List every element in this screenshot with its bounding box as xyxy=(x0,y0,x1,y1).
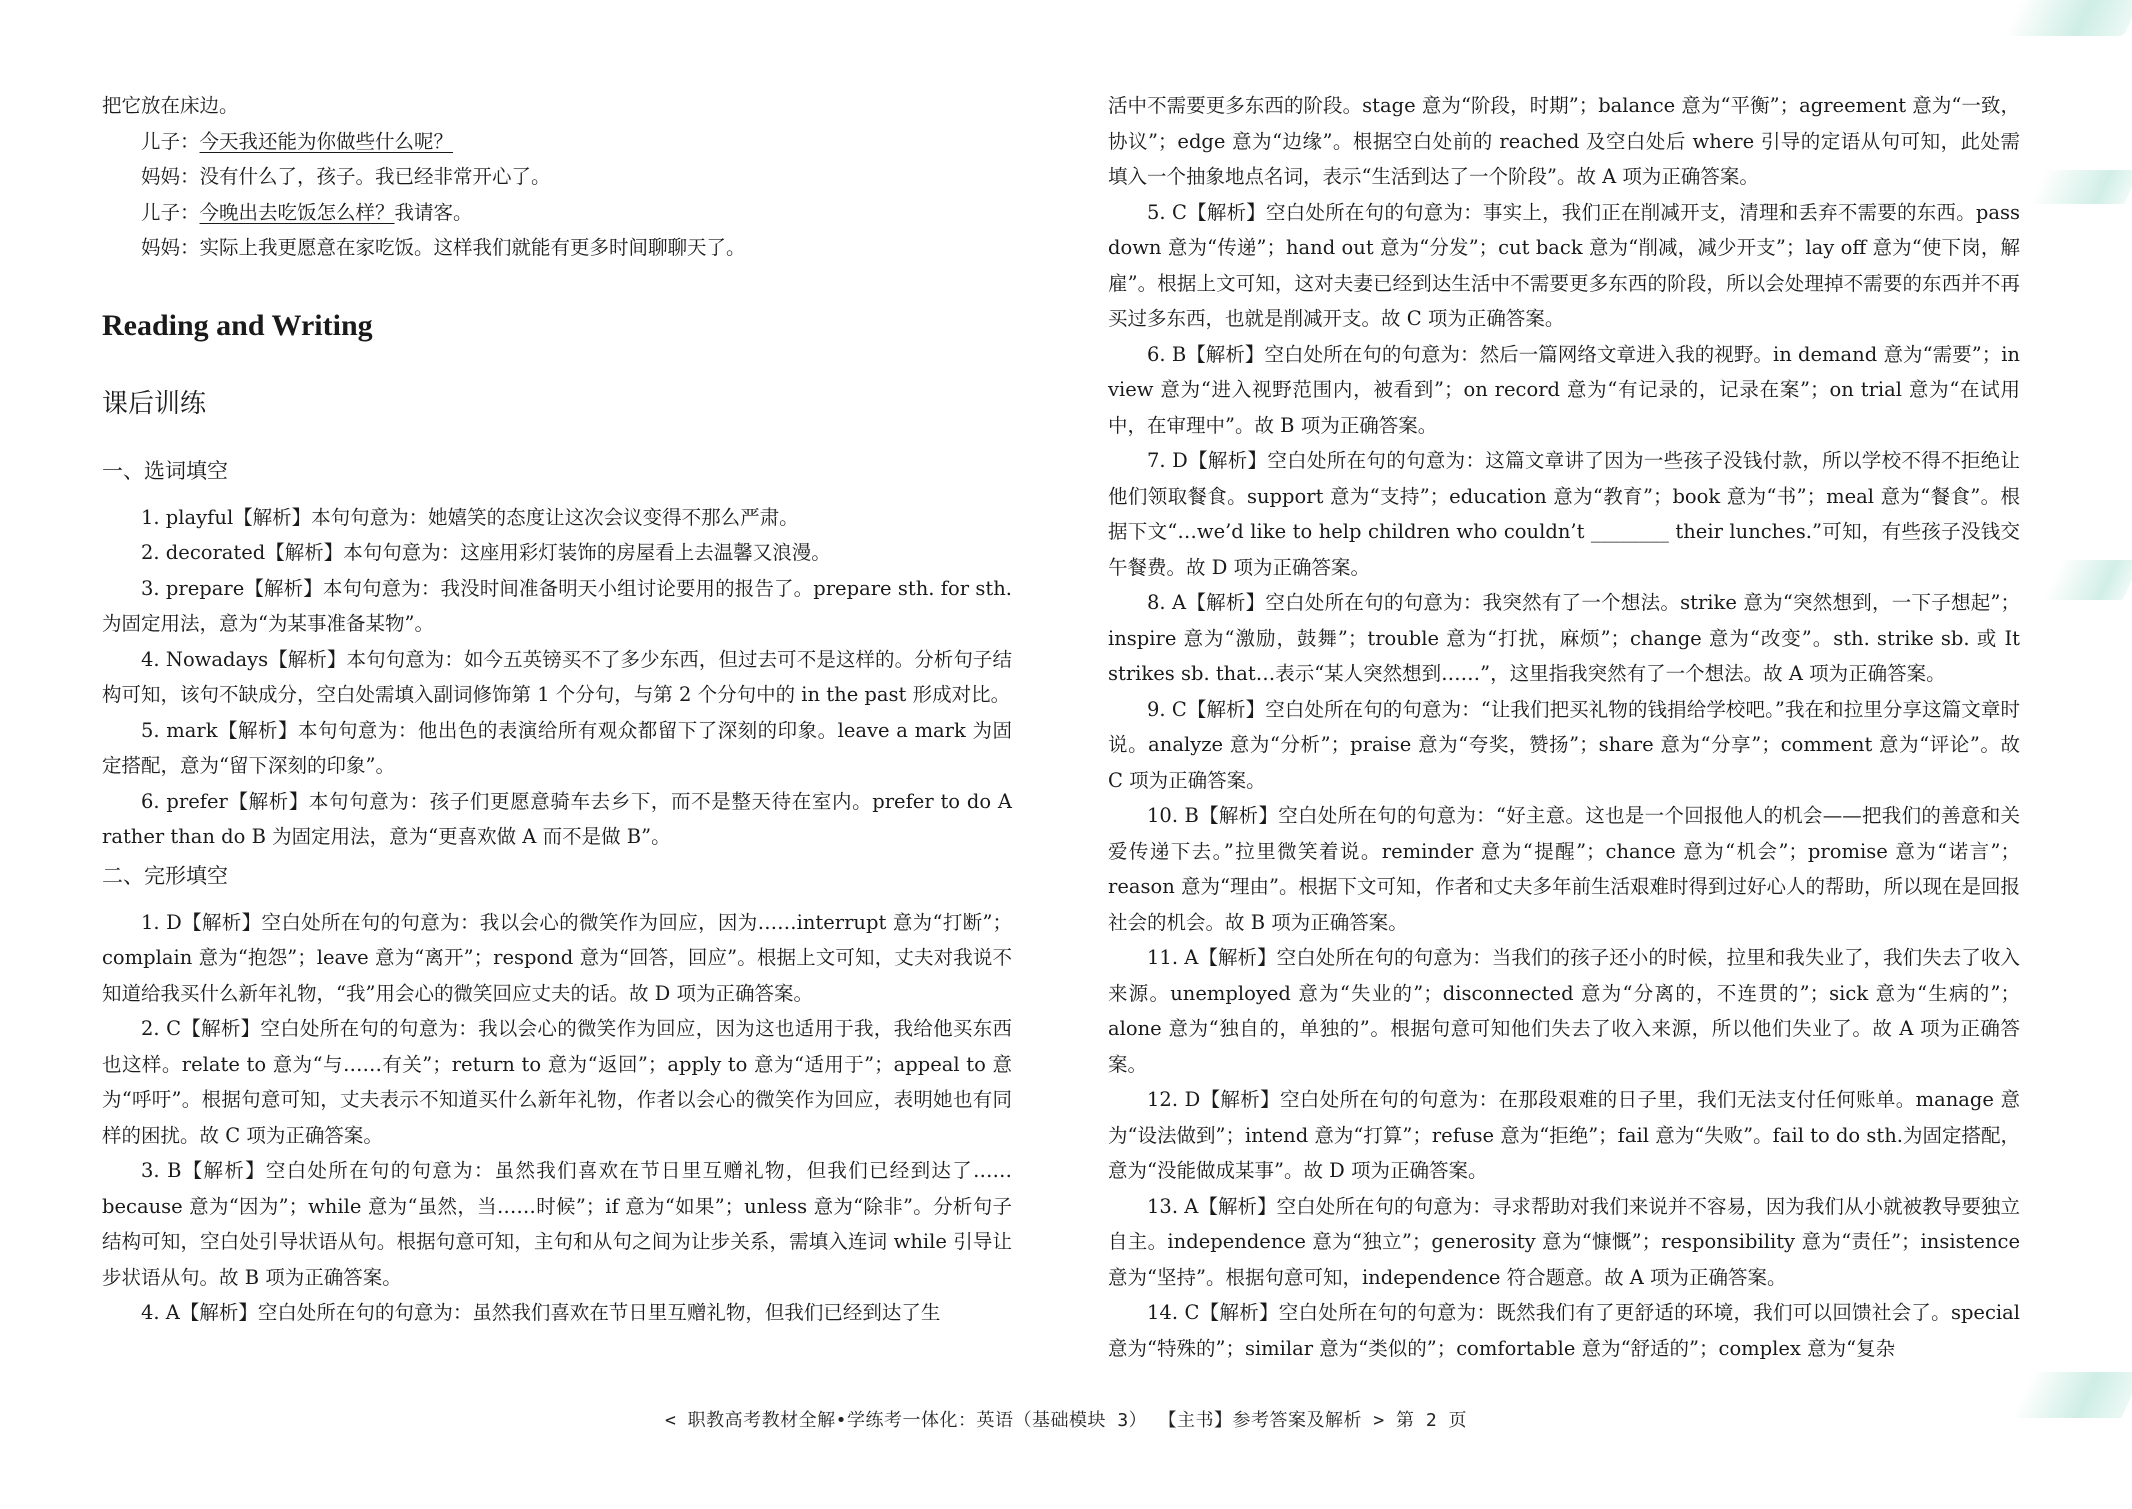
subsection-title: 课后训练 xyxy=(102,388,207,419)
answer-item: 5. mark【解析】本句句意为：他出色的表演给所有观众都留下了深刻的印象。leave a mark 为固定搭配，意为“留下深刻的印象”。 xyxy=(102,718,1012,777)
answer-item: 4. A【解析】空白处所在句的句意为：虽然我们喜欢在节日里互赠礼物，但我们已经到达了生 xyxy=(141,1301,941,1324)
answer-item: 9. C【解析】空白处所在句的句意为：“让我们把买礼物的钱捐给学校吧。”我在和拉里分享这篇文章时说。analyze 意为“分析”；praise 意为“夸奖，赞扬”；share 意为“分享”；comment 意为“评论”。故 C 项为正确答案。 xyxy=(1108,697,2020,792)
answer-item: 2. C【解析】空白处所在句的句意为：我以会心的微笑作为回应，因为这也适用于我，我给他买东西也这样。relate to 意为“与……有关”；return to 意为“返回”；apply to 意为“适用于”；appeal to 意为“呼吁”。根据句意可知，丈夫表示不知道买什么新年礼物，作者以会心的微笑作为回应，表明她也有同样的困扰。故 C 项为正确答案。 xyxy=(102,1017,1012,1147)
exercise-heading: 二、完形填空 xyxy=(102,863,228,888)
left-column xyxy=(102,88,1012,1331)
page-footer: < 职教高考教材全解•学练考一体化：英语（基础模块 3） 【主书】参考答案及解析 > 第 2 页 xyxy=(664,1410,1468,1431)
answer-item-continued: 活中不需要更多东西的阶段。stage 意为“阶段，时期”；balance 意为“平衡”；agreement 意为“一致，协议”；edge 意为“边缘”。根据空白处前的 reached 及空白处后 where 引导的定语从句可知，此处需填入一个抽象地点名词，表示“生活到达了一个阶段”。故 A 项为正确答案。 xyxy=(1108,94,2020,188)
answer-item: 6. prefer【解析】本句句意为：孩子们更愿意骑车去乡下，而不是整天待在室内。prefer to do A rather than do B 为固定用法，意为“更喜欢做 A 而不是做 B”。 xyxy=(102,789,1012,848)
dialogue-line xyxy=(102,124,1012,160)
underlined-text: 今天我还能为你做些什么呢？ xyxy=(199,129,454,153)
dialogue-line: 把它放在床边。 xyxy=(102,94,239,117)
answer-item: 1. playful【解析】本句句意为：她嬉笑的态度让这次会议变得不那么严肃。 xyxy=(141,505,799,529)
answer-item: 11. A【解析】空白处所在句的句意为：当我们的孩子还小的时候，拉里和我失业了，我们失去了收入来源。unemployed 意为“失业的”；disconnected 意为“分离的，不连贯的”；sick 意为“生病的”；alone 意为“独自的，单独的”。根据句意可知他们失去了收入来源，所以他们失业了。故 A 项为正确答案。 xyxy=(1108,946,2020,1076)
answer-item: 6. B【解析】空白处所在句的句意为：然后一篇网络文章进入我的视野。in demand 意为“需要”；in view 意为“进入视野范围内，被看到”；on record 意为“有记录的，记录在案”；on trial 意为“在试用中，在审理中”。故 B 项为正确答案。 xyxy=(1108,342,2020,437)
underlined-text: 今晚出去吃饭怎么样？ xyxy=(199,200,395,224)
dialogue-line xyxy=(102,159,1012,195)
answer-item: 5. C【解析】空白处所在句的句意为：事实上，我们正在削减开支，清理和丢弃不需要的东西。pass down 意为“传递”；hand out 意为“分发”；cut back 意为“削减，减少开支”；lay off 意为“使下岗，解雇”。根据上文可知，这对夫妻已经到达生活中不需要更多东西的阶段，所以会处理掉不需要的东西并不再买过多东西，也就是削减开支。故 C 项为正确答案。 xyxy=(1108,200,2020,330)
answer-item: 3. B【解析】空白处所在句的句意为：虽然我们喜欢在节日里互赠礼物，但我们已经到达了……because 意为“因为”；while 意为“虽然，当……时候”；if 意为“如果”；unless 意为“除非”。分析句子结构可知，空白处引导状语从句。根据句意可知，主句和从句之间为让步关系，需填入连词 while 引导让步状语从句。故 B 项为正确答案。 xyxy=(102,1159,1012,1289)
answer-item: 13. A【解析】空白处所在句的句意为：寻求帮助对我们来说并不容易，因为我们从小就被教导要独立自主。independence 意为“独立”；generosity 意为“慷慨”；responsibility 意为“责任”；insistence 意为“坚持”。根据句意可知，independence 符合题意。故 A 项为正确答案。 xyxy=(1108,1194,2020,1289)
corner-decoration xyxy=(2004,0,2132,36)
section-title-reading-writing: Reading and Writing xyxy=(102,308,373,342)
dialogue-line xyxy=(102,230,1012,266)
dialogue-line xyxy=(102,195,1012,231)
exercise-heading: 一、选词填空 xyxy=(102,458,228,483)
dialogue-text: 我请客。 xyxy=(394,200,473,224)
speaker: 妈妈： xyxy=(141,165,200,188)
answer-item: 12. D【解析】空白处所在句的句意为：在那段艰难的日子里，我们无法支付任何账单。manage 意为“设法做到”；intend 意为“打算”；refuse 意为“拒绝”；fail 意为“失败”。fail to do sth.为固定搭配，意为“没能做成某事”。故 D 项为正确答案。 xyxy=(1108,1088,2020,1182)
answer-item: 10. B【解析】空白处所在句的句意为：“好主意。这也是一个回报他人的机会——把我们的善意和关爱传递下去。”拉里微笑着说。reminder 意为“提醒”；chance 意为“机会”；promise 意为“诺言”；reason 意为“理由”。根据下文可知，作者和丈夫多年前生活艰难时得到过好心人的帮助，所以现在是回报社会的机会。故 B 项为正确答案。 xyxy=(1108,804,2020,934)
edge-decoration xyxy=(2029,170,2132,204)
speaker: 儿子： xyxy=(141,129,200,153)
answer-item: 1. D【解析】空白处所在句的句意为：我以会心的微笑作为回应，因为……interrupt 意为“打断”；complain 意为“抱怨”；leave 意为“离开”；respond 意为“回答，回应”。根据上文可知，丈夫对我说不知道给我买什么新年礼物，“我”用会心的微笑回应丈夫的话。故 D 项为正确答案。 xyxy=(102,910,1012,1005)
dialogue-text: 实际上我更愿意在家吃饭。这样我们就能有更多时间聊聊天了。 xyxy=(199,236,746,259)
speaker: 儿子： xyxy=(141,200,200,224)
speaker: 妈妈： xyxy=(141,236,200,259)
dialogue-text: 没有什么了，孩子。我已经非常开心了。 xyxy=(199,165,551,188)
edge-decoration xyxy=(2043,560,2132,600)
answer-item: 14. C【解析】空白处所在句的句意为：既然我们有了更舒适的环境，我们可以回馈社会了。special 意为“特殊的”；similar 意为“类似的”；comfortable 意为“舒适的”；complex 意为“复杂 xyxy=(1108,1301,2020,1360)
answer-item: 7. D【解析】空白处所在句的句意为：这篇文章讲了因为一些孩子没钱付款，所以学校不得不拒绝让他们领取餐食。support 意为“支持”；education 意为“教育”；book 意为“书”；meal 意为“餐食”。根据下文“…we’d like to help children who couldn’t ________ their lunches.”可知，有些孩子没钱交午餐费。故 D 项为正确答案。 xyxy=(1108,449,2020,579)
answer-item: 4. Nowadays【解析】本句句意为：如今五英镑买不了多少东西，但过去可不是这样的。分析句子结构可知，该句不缺成分，空白处需填入副词修饰第 1 个分句，与第 2 个分句中的 in the past 形成对比。 xyxy=(102,647,1012,706)
answer-item: 2. decorated【解析】本句句意为：这座用彩灯装饰的房屋看上去温馨又浪漫。 xyxy=(141,541,831,564)
answer-item: 3. prepare【解析】本句句意为：我没时间准备明天小组讨论要用的报告了。prepare sth. for sth. 为固定用法，意为“为某事准备某物”。 xyxy=(102,576,1012,635)
answer-item: 8. A【解析】空白处所在句的句意为：我突然有了一个想法。strike 意为“突然想到，一下子想起”；inspire 意为“激励，鼓舞”；trouble 意为“打扰，麻烦”；change 意为“改变”。sth. strike sb. 或 It strikes sb. that…表示“某人突然想到……”，这里指我突然有了一个想法。故 A 项为正确答案。 xyxy=(1108,591,2020,685)
right-column xyxy=(1108,88,2020,1366)
